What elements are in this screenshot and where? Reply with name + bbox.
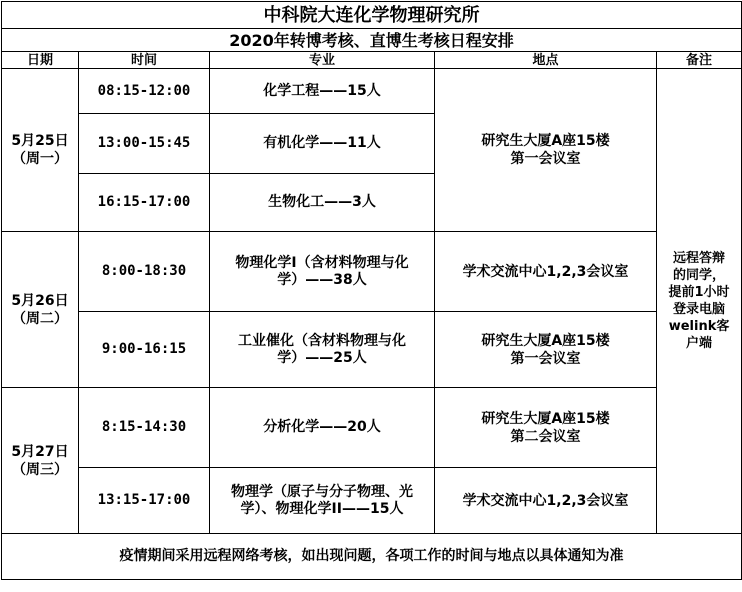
major-cell (210, 174, 435, 232)
location-line: 第一会议室 (510, 151, 581, 167)
location-line: 研究生大厦A座15楼 (481, 410, 610, 427)
header-row (2, 52, 742, 69)
major-line: 化学工程——15人 (263, 82, 381, 99)
location-cell-2 (435, 232, 657, 312)
header-remark: 备注 (657, 52, 742, 69)
remark-line: 远程答辩 (673, 251, 726, 266)
date-text: 5月25日 (11, 133, 69, 149)
time-cell: 9:00-16:15 (79, 312, 210, 388)
time-cell: 13:00-15:45 (79, 114, 210, 174)
major-cell (210, 312, 435, 388)
weekday-text: （周一） (12, 151, 68, 167)
date-text: 5月27日 (11, 443, 69, 460)
major-cell (210, 232, 435, 312)
schedule-subtitle: 2020年转博考核、直博生考核日程安排 (2, 29, 742, 52)
major-cell (210, 388, 435, 468)
remark-line: 提前1小时 (668, 285, 730, 300)
table-row (2, 468, 742, 534)
time-cell: 8:15-14:30 (79, 388, 210, 468)
major-line: 物理学（原子与分子物理、光 (231, 483, 413, 500)
location-line: 学术交流中心1,2,3会议室 (462, 263, 629, 280)
header-location: 地点 (435, 52, 657, 69)
major-line: 学）——38人 (277, 271, 367, 288)
table-row (2, 232, 742, 312)
weekday-text: （周二） (12, 310, 68, 327)
location-cell-4 (435, 388, 657, 468)
weekday-text: （周三） (12, 461, 68, 478)
location-cell-5 (435, 468, 657, 534)
header-major: 专业 (210, 52, 435, 69)
major-line: 工业催化（含材料物理与化 (238, 332, 406, 349)
location-line: 第一会议室 (510, 350, 581, 367)
major-line: 分析化学——20人 (263, 419, 381, 435)
time-cell: 08:15-12:00 (79, 69, 210, 114)
major-cell (210, 114, 435, 174)
major-line: 物理化学I（含材料物理与化 (235, 254, 409, 271)
major-line: 生物化工——3人 (268, 194, 376, 210)
location-line: 研究生大厦A座15楼 (481, 332, 610, 349)
remark-cell (657, 69, 742, 534)
remark-line: welink客 (668, 319, 730, 334)
header-date: 日期 (2, 52, 79, 69)
time-cell: 16:15-17:00 (79, 174, 210, 232)
time-cell: 8:00-18:30 (79, 232, 210, 312)
date-text: 5月26日 (11, 292, 69, 309)
location-cell-3 (435, 312, 657, 388)
remark-line: 户端 (686, 336, 713, 351)
table-row (2, 388, 742, 468)
header-time: 时间 (79, 52, 210, 69)
major-cell (210, 468, 435, 534)
time-cell: 13:15-17:00 (79, 468, 210, 534)
location-line: 第二会议室 (510, 428, 581, 445)
footer-note: 疫情期间采用远程网络考核，如出现问题，各项工作的时间与地点以具体通知为准 (2, 534, 742, 580)
table-row (2, 69, 742, 114)
date-cell-day2 (2, 232, 79, 388)
location-line: 研究生大厦A座15楼 (481, 133, 610, 149)
schedule-table (1, 1, 742, 580)
remark-line: 的同学， (673, 268, 726, 283)
location-cell-1 (435, 69, 657, 232)
date-cell-day1 (2, 69, 79, 232)
remark-line: 登录电脑 (673, 302, 726, 317)
major-line: 学）、物理化学II——15人 (240, 500, 404, 517)
location-line: 学术交流中心1,2,3会议室 (462, 492, 629, 509)
major-line: 学）——25人 (277, 349, 367, 366)
table-row (2, 312, 742, 388)
page-title: 中科院大连化学物理研究所 (2, 2, 742, 29)
major-cell (210, 69, 435, 114)
major-line: 有机化学——11人 (263, 135, 381, 151)
date-cell-day3 (2, 388, 79, 534)
